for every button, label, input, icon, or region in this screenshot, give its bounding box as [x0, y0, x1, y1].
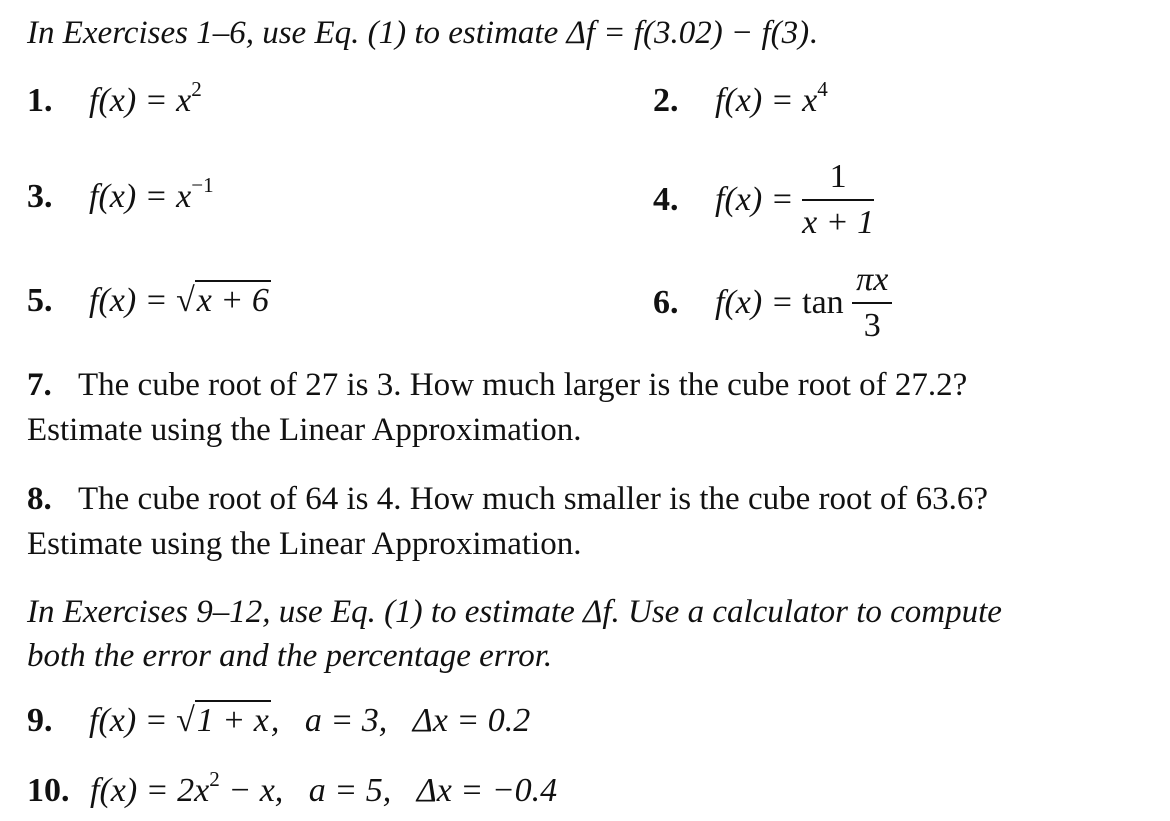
instruction-period: .: [809, 15, 818, 51]
exercise-params: , a = 3, Δx = 0.2: [270, 702, 531, 739]
exercise-3: [27, 173, 214, 216]
exercise-8-line2: Estimate using the Linear Approximation.: [27, 526, 582, 562]
exercise-lhs: f(x) =: [715, 181, 803, 218]
exercise-lhs: f(x) =: [89, 178, 177, 215]
radical-sign: √: [176, 282, 195, 319]
exercise-exponent: 4: [817, 77, 828, 102]
function-name: tan: [802, 284, 844, 321]
instruction-math: Δf = f(3.02) − f(3): [566, 15, 810, 51]
exercise-lhs: f(x) =: [89, 282, 177, 319]
instruction-9-12-line1: In Exercises 9–12, use Eq. (1) to estimate Δf. Use a calculator to compute: [27, 594, 1002, 630]
exercise-number: 3.: [27, 178, 53, 215]
exercise-6: [653, 258, 892, 348]
exercise-params: − x, a = 5, Δx = −0.4: [219, 772, 558, 809]
fraction: [802, 155, 874, 245]
exercise-exponent: −1: [191, 173, 214, 198]
exercise-number: 9.: [27, 702, 53, 739]
exercise-number: 10.: [27, 772, 70, 809]
exercise-number: 5.: [27, 282, 53, 319]
fraction-numerator: 1: [802, 155, 874, 201]
exercise-lhs: f(x) =: [89, 702, 177, 739]
exercise-1: [27, 77, 202, 120]
exercise-base: x: [176, 82, 192, 119]
instruction-text: In Exercises 1–6, use Eq. (1) to estimate: [27, 15, 559, 51]
fraction: [852, 258, 892, 348]
exercise-10: [27, 767, 558, 810]
exercise-number: 8.: [27, 481, 52, 517]
fraction-denominator: x + 1: [802, 204, 875, 241]
exercise-base: x: [194, 772, 210, 809]
exercise-7-line2: Estimate using the Linear Approximation.: [27, 412, 582, 448]
exercise-lhs: f(x) =: [89, 82, 177, 119]
exercise-5: [27, 282, 271, 320]
exercise-text: The cube root of 27 is 3. How much larger is the cube root of 27.2?: [78, 367, 968, 403]
exercise-text: The cube root of 64 is 4. How much smaller is the cube root of 63.6?: [78, 481, 989, 517]
exercise-exponent: 2: [191, 77, 202, 102]
fraction-numerator: πx: [852, 258, 892, 304]
exercise-8: [27, 480, 988, 518]
radicand: x + 6: [196, 282, 269, 319]
exercise-exponent: 2: [209, 767, 220, 792]
exercise-base: x: [802, 82, 818, 119]
exercise-number: 4.: [653, 181, 679, 218]
exercise-base: x: [176, 178, 192, 215]
exercise-lhs: f(x) = 2: [90, 772, 195, 809]
exercise-number: 7.: [27, 367, 52, 403]
exercise-7: [27, 366, 967, 404]
radicand: 1 + x: [196, 702, 269, 739]
exercise-lhs: f(x) =: [715, 82, 803, 119]
exercise-lhs: f(x) =: [715, 284, 803, 321]
instruction-9-12-line2: both the error and the percentage error.: [27, 638, 553, 674]
exercise-number: 6.: [653, 284, 679, 321]
exercise-9: [27, 702, 530, 740]
exercise-number: 1.: [27, 82, 53, 119]
instruction-1-6: [27, 14, 817, 52]
exercise-2: [653, 77, 828, 120]
exercise-number: 2.: [653, 82, 679, 119]
fraction-denominator: 3: [863, 307, 881, 344]
exercise-4: [653, 155, 874, 245]
radical-sign: √: [176, 702, 195, 739]
